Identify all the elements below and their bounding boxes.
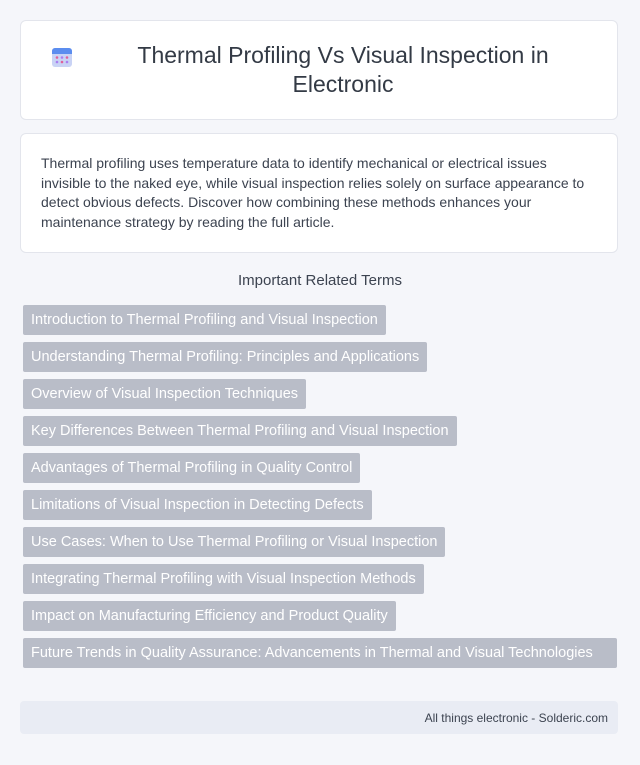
page-title: Thermal Profiling Vs Visual Inspection in Electronic	[137, 42, 549, 97]
title-card	[20, 20, 618, 120]
calendar-icon	[51, 46, 73, 68]
intro-card	[20, 133, 618, 253]
term-tag[interactable]: Introduction to Thermal Profiling and Visual Inspection	[23, 305, 386, 335]
footer	[20, 701, 618, 734]
title-row	[21, 41, 617, 99]
terms-heading: Important Related Terms	[238, 272, 402, 289]
term-tag[interactable]: Integrating Thermal Profiling with Visual Inspection Methods	[23, 564, 424, 594]
terms-list	[23, 305, 623, 675]
intro-text: Thermal profiling uses temperature data to identify mechanical or electrical issues invisible to the naked eye, while visual inspection relies solely on surface appearance to detect obvious defects. Discover how combining these methods enhances your maintenance strategy by reading the full article.	[41, 155, 585, 230]
term-tag[interactable]: Impact on Manufacturing Efficiency and Product Quality	[23, 601, 396, 631]
term-tag[interactable]: Advantages of Thermal Profiling in Quality Control	[23, 453, 360, 483]
term-tag[interactable]: Understanding Thermal Profiling: Principles and Applications	[23, 342, 427, 372]
term-tag[interactable]: Overview of Visual Inspection Techniques	[23, 379, 306, 409]
term-tag[interactable]: Use Cases: When to Use Thermal Profiling or Visual Inspection	[23, 527, 445, 557]
term-tag[interactable]: Future Trends in Quality Assurance: Advancements in Thermal and Visual Technologies	[23, 638, 617, 668]
term-tag[interactable]: Key Differences Between Thermal Profiling and Visual Inspection	[23, 416, 457, 446]
term-tag[interactable]: Limitations of Visual Inspection in Detecting Defects	[23, 490, 372, 520]
footer-text: All things electronic - Solderic.com	[424, 710, 608, 725]
